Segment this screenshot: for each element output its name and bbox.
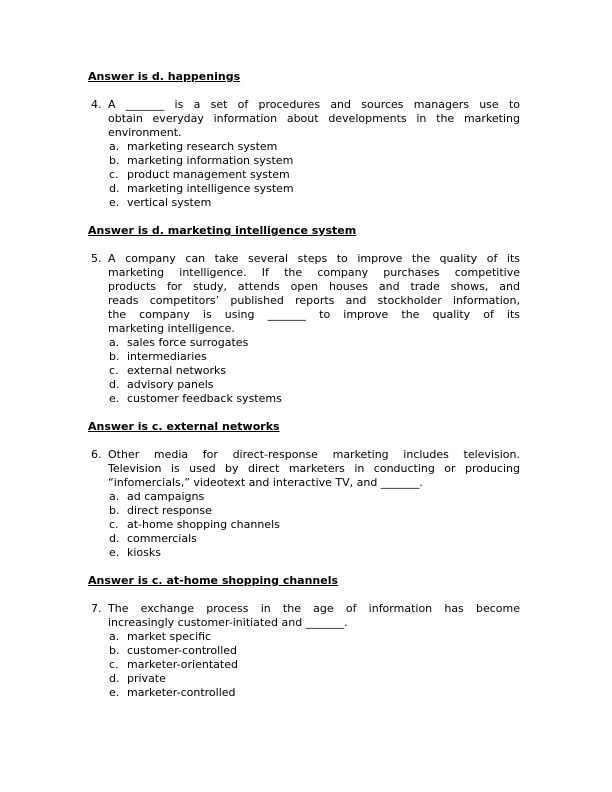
option-letter: b. [109, 504, 120, 517]
question-4 [91, 98, 523, 210]
option-letter: d. [109, 378, 120, 391]
question-number: 6. [91, 448, 102, 461]
option-text: vertical system [127, 196, 212, 209]
question-line: reads competitors’ published reports and stockholder information, [108, 294, 520, 307]
option-text: commercials [127, 532, 197, 545]
option-letter: d. [109, 672, 120, 685]
option-row-b [109, 504, 520, 518]
option-letter: e. [109, 196, 120, 209]
option-text: kiosks [127, 546, 161, 559]
question-7 [91, 602, 523, 700]
option-row-a [109, 140, 520, 154]
option-text: customer-controlled [127, 644, 237, 657]
option-row-d [109, 378, 520, 392]
question-line: marketing intelligence. [108, 322, 235, 335]
option-text: marketer-orientated [127, 658, 238, 671]
option-text: marketing information system [127, 154, 294, 167]
option-letter: d. [109, 532, 120, 545]
option-letter: c. [109, 658, 119, 671]
option-text: at-home shopping channels [127, 518, 280, 531]
option-text: advisory panels [127, 378, 214, 391]
option-row-d [109, 532, 520, 546]
option-text: customer feedback systems [127, 392, 282, 405]
option-letter: e. [109, 686, 120, 699]
option-text: intermediaries [127, 350, 207, 363]
option-row-d [109, 182, 520, 196]
option-letter: d. [109, 182, 120, 195]
option-row-c [109, 518, 520, 532]
option-row-c [109, 364, 520, 378]
question-line: A company can take several steps to improve the quality of its [108, 252, 520, 265]
option-letter: b. [109, 154, 120, 167]
question-line: obtain everyday information about developments in the marketing [108, 112, 520, 125]
question-line: “infomercials,” videotext and interactive TV, and _______. [108, 476, 423, 489]
question-line: Television is used by direct marketers in conducting or producing [108, 462, 520, 475]
option-row-a [109, 630, 520, 644]
question-line: The exchange process in the age of information has become [108, 602, 520, 615]
answer-heading-q3: Answer is d. happenings [88, 70, 241, 83]
option-row-e [109, 546, 520, 560]
option-text: marketing research system [127, 140, 278, 153]
option-row-d [109, 672, 520, 686]
option-row-b [109, 154, 520, 168]
question-line: Other media for direct-response marketing includes television. [108, 448, 520, 461]
option-row-b [109, 644, 520, 658]
option-letter: b. [109, 350, 120, 363]
question-line: the company is using _______ to improve the quality of its [108, 308, 520, 321]
question-5 [91, 252, 523, 406]
option-text: direct response [127, 504, 212, 517]
option-text: marketer-controlled [127, 686, 236, 699]
option-text: market specific [127, 630, 212, 643]
option-text: private [127, 672, 166, 685]
question-number: 4. [91, 98, 102, 111]
question-body [108, 252, 520, 406]
answer-heading-q6: Answer is c. at-home shopping channels [88, 574, 339, 587]
question-body [108, 602, 520, 700]
question-line: marketing intelligence. If the company purchases competitive [108, 266, 520, 279]
option-text: marketing intelligence system [127, 182, 294, 195]
option-letter: b. [109, 644, 120, 657]
option-row-b [109, 350, 520, 364]
option-row-c [109, 168, 520, 182]
option-letter: c. [109, 518, 119, 531]
option-text: ad campaigns [127, 490, 205, 503]
answer-heading-q5: Answer is c. external networks [88, 420, 280, 433]
option-letter: c. [109, 364, 119, 377]
option-row-e [109, 686, 520, 700]
question-line: environment. [108, 126, 182, 139]
option-letter: a. [109, 140, 120, 153]
question-body [108, 98, 520, 210]
question-number: 7. [91, 602, 102, 615]
option-text: product management system [127, 168, 290, 181]
option-row-e [109, 392, 520, 406]
option-row-a [109, 336, 520, 350]
option-letter: e. [109, 392, 120, 405]
option-letter: e. [109, 546, 120, 559]
option-row-e [109, 196, 520, 210]
question-line: products for study, attends open houses and trade shows, and [108, 280, 520, 293]
option-letter: a. [109, 336, 120, 349]
option-row-a [109, 490, 520, 504]
question-line: increasingly customer-initiated and _______. [108, 616, 348, 629]
option-row-c [109, 658, 520, 672]
option-letter: a. [109, 490, 120, 503]
answer-heading-q4: Answer is d. marketing intelligence system [88, 224, 357, 237]
option-letter: c. [109, 168, 119, 181]
question-body [108, 448, 520, 560]
question-line: A _______ is a set of procedures and sources managers use to [108, 98, 520, 111]
question-6 [91, 448, 523, 560]
option-text: external networks [127, 364, 227, 377]
question-number: 5. [91, 252, 102, 265]
option-text: sales force surrogates [127, 336, 249, 349]
option-letter: a. [109, 630, 120, 643]
